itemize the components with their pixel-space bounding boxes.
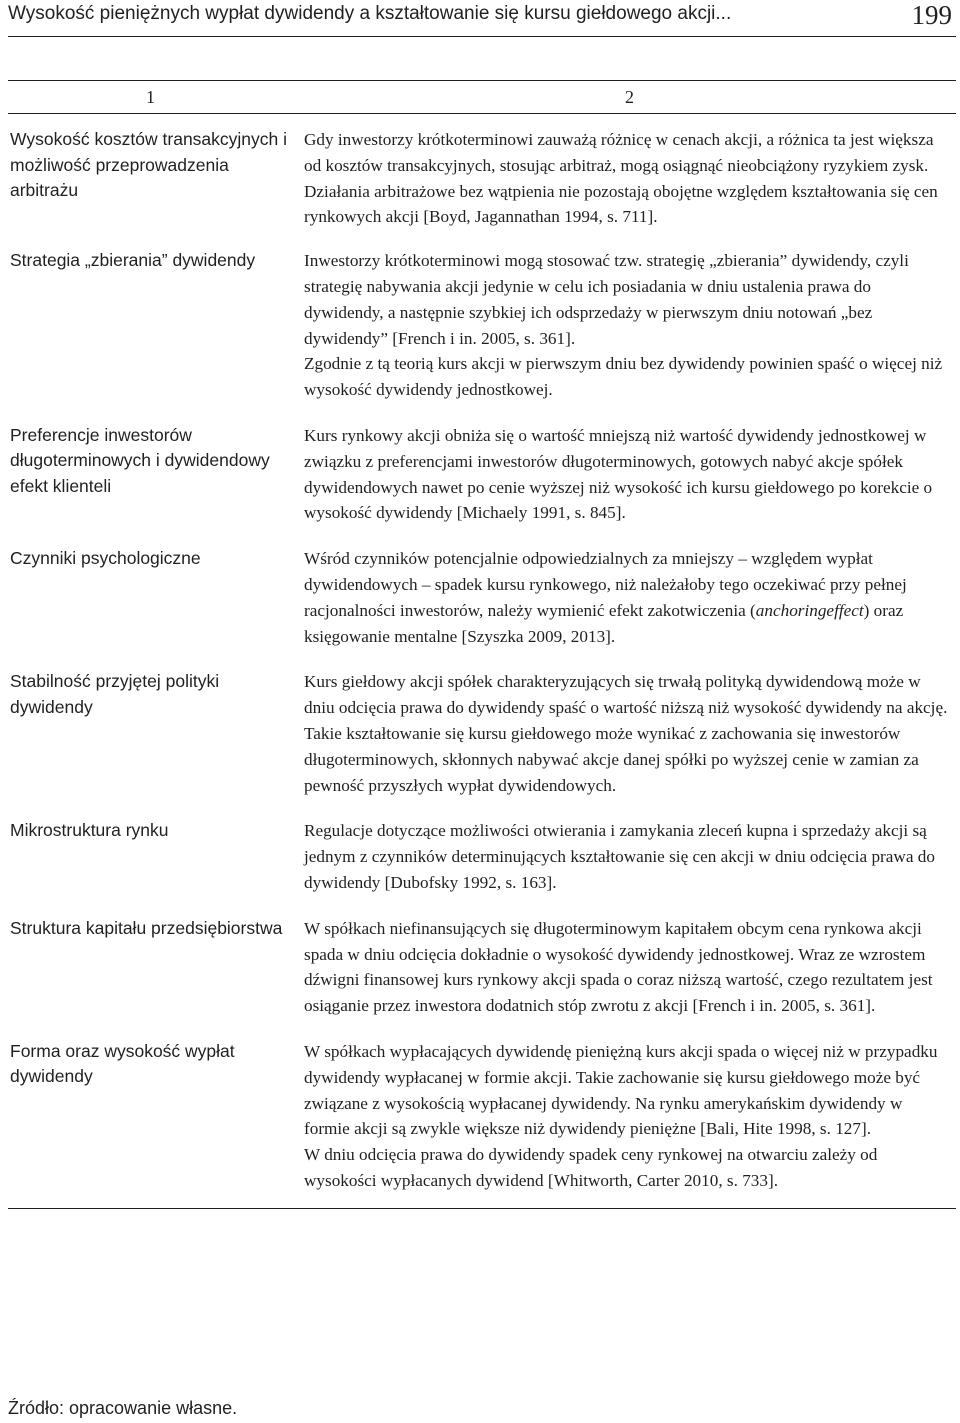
factor-description xyxy=(304,818,956,895)
description-text: Kurs giełdowy akcji spółek charakteryzujących się trwałą polityką dywidendową może w dniu odcięcia prawa do dywidendy spaść o wartość niższą niż wysokość dywidendy na akcję. Takie kształtowanie się kursu giełdowego może wynikać z zachowania się inwestorów długoterminowych, skłonnych nabywać akcje danej spółki po wyższej cenie w zamian za pewność przyszłych wypłat dywidendowych. xyxy=(304,672,948,795)
table-header-row xyxy=(8,81,956,114)
factor-description xyxy=(304,1039,956,1194)
factor-label: Wysokość kosztów transakcyjnych i możliwość przeprowadzenia arbitrażu xyxy=(10,129,288,200)
factors-table xyxy=(8,80,956,1209)
description-text: Gdy inwestorzy krótkoterminowi zauważą różnicę w cenach akcji, a różnica ta jest większa od kosztów transakcyjnych, stosując arbitraż, mogą osiągnąć nieobciążony ryzykiem zysk. Działania arbitrażowe bez wątpienia nie pozostają obojętne względem kształtowania się cen rynkowych akcji [Boyd, Jagannathan 1994, s. 711]. xyxy=(304,130,938,227)
factor-description xyxy=(304,916,956,1019)
table-row xyxy=(8,546,956,649)
description-text: W dniu odcięcia prawa do dywidendy spadek ceny rynkowej na otwarciu zależy od wysokości wypłacanych dywidend [Whitworth, Carter 2010, s. 733]. xyxy=(304,1145,878,1190)
description-text: Zgodnie z tą teorią kurs akcji w pierwszym dniu bez dywidendy powinien spaść o więcej niż wysokość dywidendy jednostkowej. xyxy=(304,354,943,400)
description-text: Inwestorzy krótkoterminowi mogą stosować tzw. strategię „zbierania” dywidendy, czyli strategię nabywania akcji jedynie w celu ich posiadania w dniu ustalenia prawa do dywidendy, a następnie szybkiej ich odsprzedaży w pierwszym dniu notowań „bez dywidendy” [French i in. 2005, s. 361]. xyxy=(304,251,909,348)
table-row xyxy=(8,669,956,798)
factor-label: Czynniki psychologiczne xyxy=(10,548,201,569)
factor-label: Strategia „zbierania” dywidendy xyxy=(10,250,256,271)
factor-label: Preferencje inwestorów długoterminowych i dywidendowy efekt klienteli xyxy=(10,424,270,496)
factor-description xyxy=(304,546,956,649)
running-title: Wysokość pieniężnych wypłat dywidendy a kształtowanie się kursu giełdowego akcji... xyxy=(8,3,732,24)
factor-label: Mikrostruktura rynku xyxy=(10,820,169,841)
factor-description xyxy=(304,423,956,526)
factor-label: Stabilność przyjętej polityki dywidendy xyxy=(10,671,220,717)
factor-description xyxy=(304,127,956,230)
factor-label: Struktura kapitału przedsiębiorstwa xyxy=(10,917,283,938)
page-number: 199 xyxy=(911,0,952,30)
table-row xyxy=(8,818,956,895)
factor-description xyxy=(304,669,956,798)
table-row xyxy=(8,127,956,230)
description-text: W spółkach niefinansujących się długoterminowym kapitałem obcym cena rynkowa akcji spada w dniu odcięcia dokładnie o wysokość dywidendy jednostkowej. Wraz ze wzrostem dźwigni finansowej kurs rynkowy akcji spada o coraz niższą wartość, czego rezultatem jest osiąganie przez inwestora dodatnich stóp zwrotu z akcji [French i in. 2005, s. 361]. xyxy=(304,918,933,1016)
running-header xyxy=(8,0,956,37)
column-2-header: 2 xyxy=(625,87,634,107)
factor-label: Forma oraz wysokość wypłat dywidendy xyxy=(10,1040,235,1087)
table-row xyxy=(8,1039,956,1194)
description-text: Regulacje dotyczące możliwości otwierania i zamykania zleceń kupna i sprzedaży akcji są jednym z czynników determinujących kształtowanie się cen akcji w dniu odcięcia prawa do dywidendy [Dubofsky 1992, s. 163]. xyxy=(304,821,935,892)
source-note: Źródło: opracowanie własne. xyxy=(8,1398,238,1418)
table-row xyxy=(8,423,956,526)
description-text: W spółkach wypłacających dywidendę pieniężną kurs akcji spada o więcej niż w przypadku dywidendy wypłacanej w formie akcji. Takie zachowanie się kursu giełdowego może być związane z wysokością wypłacanej dywidendy. Na rynku amerykańskim dywidendy w formie akcji są zwykle większe niż dywidendy pieniężne [Bali, Hite 1998, s. 127]. xyxy=(304,1041,938,1139)
description-text: Kurs rynkowy akcji obniża się o wartość mniejszą niż wartość dywidendy jednostkowej w związku z preferencjami inwestorów długoterminowych, gotowych nabyć akcje spółek dywidendowych nawet po cenie wyższej niż wysokość ich kursu giełdowego po korekcie o wysokość dywidendy [Michaely 1991, s. 845]. xyxy=(304,425,933,523)
description-text: Wśród czynników potencjalnie odpowiedzialnych za mniejszy – względem wypłat dywidendowych – spadek kursu rynkowego, niż należałoby tego oczekiwać przy pełnej racjonalności inwestorów, należy wymienić efekt zakotwiczenia (anchoringeffect) oraz księgowanie mentalne [Szyszka 2009, 2013]. xyxy=(304,549,907,646)
factor-description xyxy=(304,248,956,403)
italic-term: anchoringeffect xyxy=(755,600,864,620)
table-row xyxy=(8,916,956,1019)
column-1-header: 1 xyxy=(146,87,155,107)
table-row xyxy=(8,248,956,403)
